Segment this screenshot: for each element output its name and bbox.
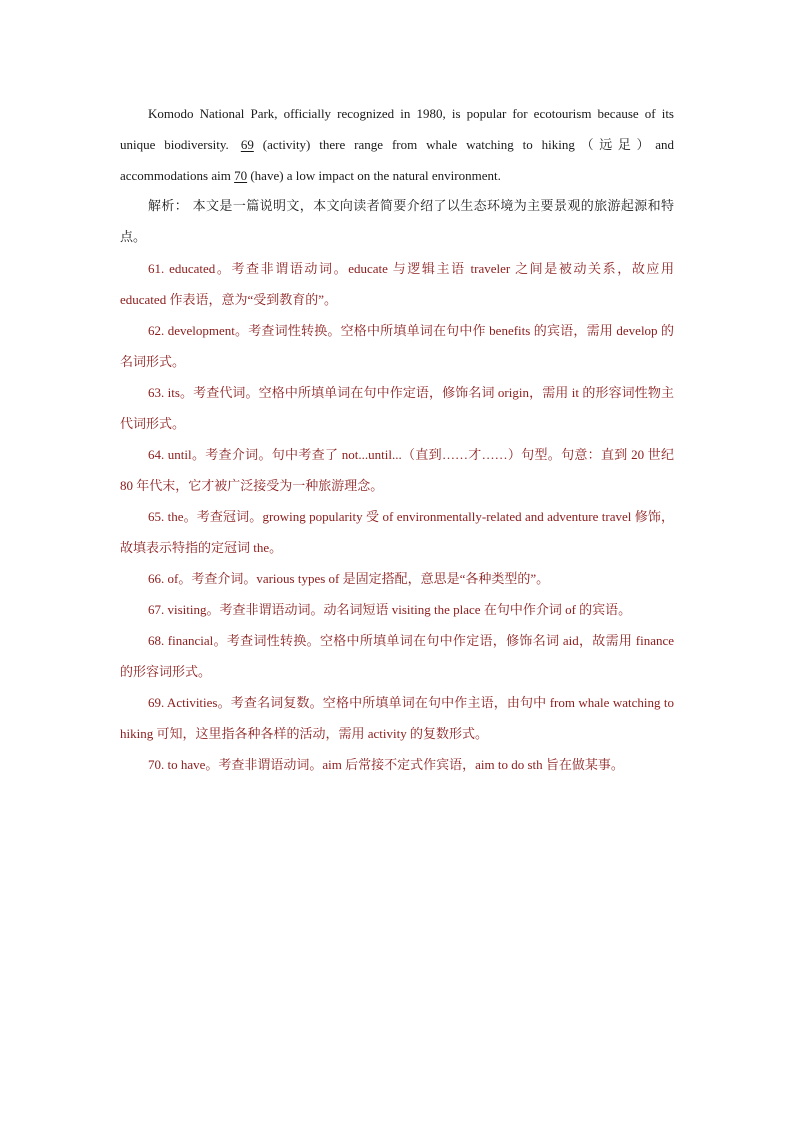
- analysis-label: 解析：: [148, 199, 189, 214]
- answer-62: 62. development。考查词性转换。空格中所填单词在句中作 benefits 的宾语，需用 develop 的名词形式。: [120, 323, 674, 369]
- answer-64: 64. until。考查介词。句中考查了 not...until...（直到……才……）句型。句意：直到 20 世纪 80 年代末，它才被广泛接受为一种旅游理念。: [120, 447, 674, 493]
- blank-70: 70: [234, 168, 248, 183]
- passage-text-3: (have) a low impact on the natural environment.: [250, 168, 501, 183]
- answer-65: 65. the。考查冠词。growing popularity 受 of environmentally-related and adventure travel 修饰，故填表示特指的定冠词 the。: [120, 509, 674, 555]
- answer-67: 67. visiting。考查非谓语动词。动名词短语 visiting the place 在句中作介词 of 的宾语。: [148, 602, 632, 617]
- blank-69: 69: [240, 137, 254, 152]
- passage-text-1: Komodo National Park, officially recognized in 1980, is popular for ecotourism because of its unique biodiversity.: [120, 106, 674, 152]
- answer-70: 70. to have。考查非谓语动词。aim 后常接不定式作宾语，aim to do sth 旨在做某事。: [148, 757, 624, 772]
- answer-61: 61. educated。考查非谓语动词。educate 与逻辑主语 traveler 之间是被动关系，故应用 educated 作表语，意为“受到教育的”。: [120, 261, 674, 307]
- passage-paragraph: [120, 98, 674, 191]
- answer-69: 69. Activities。考查名词复数。空格中所填单词在句中作主语，由句中 from whale watching to hiking 可知，这里指各种各样的活动，需用 activity 的复数形式。: [120, 695, 674, 741]
- answer-63: 63. its。考查代词。空格中所填单词在句中作定语，修饰名词 origin，需用 it 的形容词性物主代词形式。: [120, 385, 674, 431]
- answer-68: 68. financial。考查词性转换。空格中所填单词在句中作定语，修饰名词 aid，故需用 finance 的形容词形式。: [120, 633, 674, 679]
- passage-text-2: (activity) there range from whale watching to hiking（远足）and accommodations aim: [120, 137, 674, 183]
- analysis-text: 本文是一篇说明文，本文向读者简要介绍了以生态环境为主要景观的旅游起源和特点。: [120, 199, 674, 245]
- analysis-paragraph: [120, 191, 674, 253]
- answer-66: 66. of。考查介词。various types of 是固定搭配，意思是“各种类型的”。: [148, 571, 550, 586]
- document-page: [120, 98, 674, 780]
